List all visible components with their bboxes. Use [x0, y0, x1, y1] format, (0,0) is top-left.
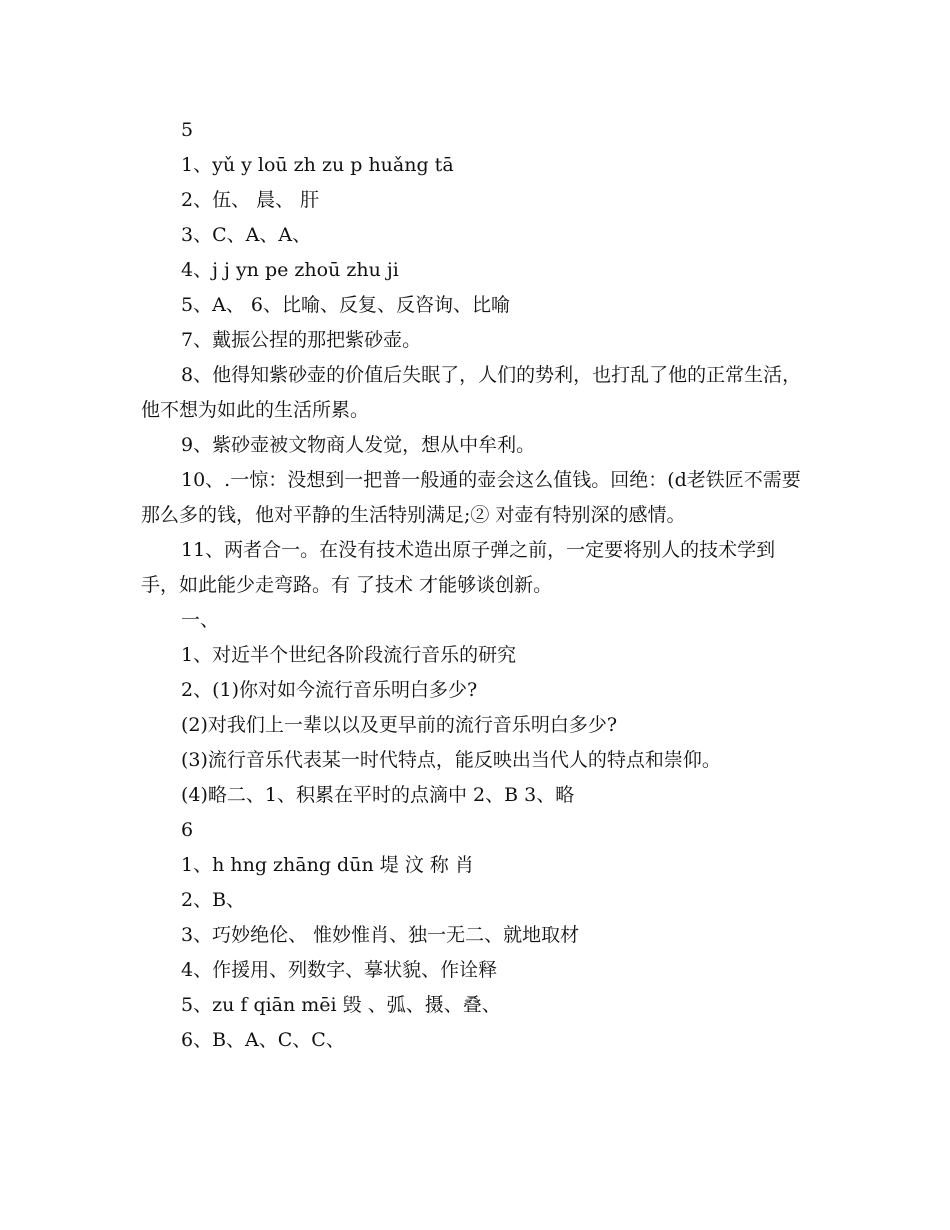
answer-line: 1、yǔ y loū zh zu p huǎng tā — [181, 154, 454, 176]
answer-paragraph: 10、.一惊：没想到一把普一般通的壶会这么值钱。回绝：(d老铁匠不需要那么多的钱，他对平静的生活特别满足;② 对壶有特别深的感情。 — [141, 469, 801, 526]
answer-line: 4、作援用、列数字、摹状貌、作诠释 — [181, 959, 498, 981]
answer-line: 3、C、A、A、 — [181, 224, 312, 246]
answer-line: 1、对近半个世纪各阶段流行音乐的研究 — [181, 644, 517, 666]
answer-paragraph: 11、两者合一。在没有技术造出原子弹之前，一定要将别人的技术学到手，如此能少走弯路。有 了技术 才能够谈创新。 — [141, 539, 776, 596]
answer-line: 5、A、 6、比喻、反复、反咨询、比喻 — [181, 294, 510, 316]
answer-line: (3)流行音乐代表某一时代特点，能反映出当代人的特点和崇仰。 — [181, 749, 721, 771]
answer-line: 7、戴振公捏的那把紫砂壶。 — [181, 329, 422, 351]
answer-line: 1、h hng zhāng dūn 堤 汶 称 肖 — [181, 854, 474, 876]
answer-line: 3、巧妙绝伦、 惟妙惟肖、独一无二、就地取材 — [181, 924, 580, 946]
answer-paragraph: 8、他得知紫砂壶的价值后失眠了，人们的势利，也打乱了他的正常生活，他不想为如此的生活所累。 — [141, 364, 802, 421]
section-number: 6 — [181, 819, 194, 841]
section-number: 5 — [181, 119, 194, 141]
answer-line: 5、zu f qiān mēi 毁 、弧、摄、叠、 — [181, 994, 501, 1016]
answer-line: 2、B、 — [181, 889, 246, 911]
document-page — [141, 113, 813, 1058]
answer-line: 9、紫砂壶被文物商人发觉，想从中牟利。 — [181, 434, 536, 456]
answer-line: 4、j j yn pe zhoū zhu ji — [181, 259, 399, 281]
answer-line: 2、(1)你对如今流行音乐明白多少? — [181, 679, 478, 701]
answer-line: 6、B、A、C、C、 — [181, 1029, 345, 1051]
section-heading: 一、 — [181, 609, 220, 631]
answer-line: (4)略二、1、积累在平时的点滴中 2、B 3、略 — [181, 784, 575, 806]
answer-line: 2、伍、 晨、 肝 — [181, 189, 320, 211]
answer-line: (2)对我们上一辈以以及更早前的流行音乐明白多少? — [181, 714, 618, 736]
